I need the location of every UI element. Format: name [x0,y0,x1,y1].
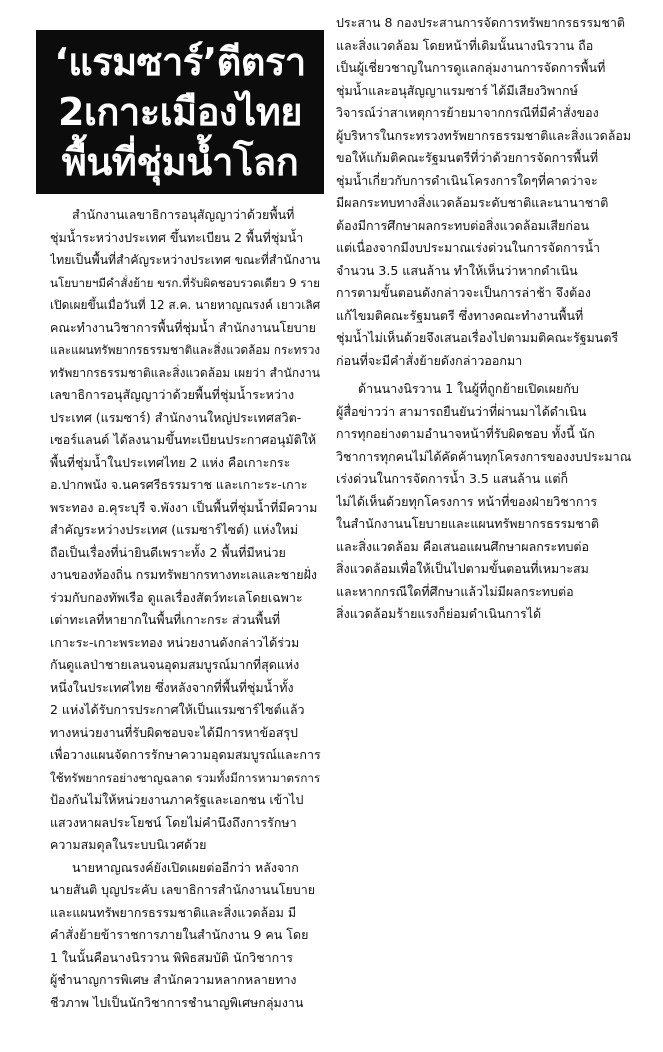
headline-line: พื้นที่ชุ่มน้ำโลก [61,140,299,184]
text-line: พื้นที่ชุ่มน้ำในประเทศไทย 2 แห่ง คือเกาะกระ [50,454,291,470]
paragraph [50,204,326,857]
text-line: ประเทศ (แรมซาร์) สำนักงานใหญ่ประเทศสวิต- [50,409,302,425]
text-line: นายหาญณรงค์ยังเปิดเผยต่ออีกว่า หลังจาก [72,859,299,875]
text-line: สำคัญระหว่างประเทศ (แรมซาร์ไซต์) แห่งใหม่ [50,522,299,537]
text-line: ชุ่มน้ำไม่เห็นด้วยจึงเสนอเรื่องไปตามมติคณะรัฐมนตรี [336,330,619,345]
text-line: ด้านนางนิรวาน 1 ในผู้ที่ถูกย้ายเปิดเผยกับ [358,381,579,396]
text-line: คำสั่งย้ายข้าราชการภายในสำนักงาน 9 คน โดย [50,927,309,942]
text-line: สิ่งแวดล้อมร้ายแรงก็ย่อมดำเนินการได้ [336,606,542,621]
paragraph [336,378,636,626]
text-line: ชุ่มน้ำและอนุสัญญาแรมซาร์ ได้มีเสียงวิพากษ์ [336,82,578,98]
right-column [336,12,636,626]
text-line: การทุกอย่างตามอำนาจหน้าที่รับผิดชอบ ทั้งนี้ นัก [336,426,595,441]
text-line: กันดูแลป่าชายเลนจนอุดมสมบูรณ์มากที่สุดแห่ง [50,657,300,672]
text-line: 1 ในนั้นคือนางนิรวาน พิพิธสมบัติ นักวิชาการ [50,949,293,965]
text-line: นโยบายฯมีคำสั่งย้าย ขรก.ที่รับผิดชอบรวดเดียว 9 ราย [50,275,320,290]
headline-box [36,30,324,194]
text-line: คณะทำงานวิชาการพื้นที่ชุ่มน้ำ สำนักงานนโยบาย [50,319,316,335]
text-line: เร่งด่วนในการจัดการน้ำ 3.5 แสนล้าน แต่ก็ [336,471,569,486]
text-line: มีผลกระทบทางสิ่งแวดล้อมระดับชาติและนานาชาติ [336,195,609,210]
text-line: ชีวภาพ ไปเป็นนักวิชาการชำนาญพิเศษกลุ่มงาน [50,994,304,1010]
text-line: ร่วมกับกองทัพเรือ ดูแลเรื่องสัตว์ทะเลโดยเฉพาะ [50,589,303,605]
text-line: ไม่ได้เห็นด้วยทุกโครงการ หน้าที่ของฝ่ายวิชาการ [336,493,598,509]
text-line: เกาะระ-เกาะพระทอง หน่วยงานดังกล่าวได้ร่วม [50,634,300,650]
text-line: อ.ปากพนัง จ.นครศรีธรรมราช และเกาะระ-เกาะ [50,477,308,492]
text-line: ในสำนักงานนโยบายและแผนทรัพยากรธรรมชาติ [336,516,600,531]
text-line: ประสาน 8 กองประสานการจัดการทรัพยากรธรรมชาติ [336,15,625,30]
text-line: ความสมดุลในระบบนิเวศด้วย [50,837,207,852]
text-line: ต้องมีการศึกษาผลกระทบต่อสิ่งแวดล้อมเสียก่อน [336,217,589,233]
text-line: แสวงหาผลประโยชน์ โดยไม่คำนึงถึงการรักษา [50,814,297,830]
text-line: เปิดเผยขึ้นเมื่อวันที่ 12 ส.ค. นายหาญณรงค์ เยาวเลิศ [50,298,321,312]
text-line: ชุ่มน้ำระหว่างประเทศ ขึ้นทะเบียน 2 พื้นที่ชุ่มน้ำ [50,229,304,245]
text-line: และหากกรณีใดที่ศึกษาแล้วไม่มีผลกระทบต่อ [336,583,574,599]
text-line: ทรัพยากรธรรมชาติและสิ่งแวดล้อม เผยว่า สำนักงาน [50,365,320,380]
text-line: พระทอง อ.คุระบุรี จ.พังงา เป็นพื้นที่ชุ่มน้ำที่มีความ [50,499,318,515]
text-line: สำนักงานเลขาธิการอนุสัญญาว่าด้วยพื้นที่ [72,207,295,222]
text-line: สิ่งแวดล้อมเพื่อให้เป็นไปตามขั้นตอนที่เหมาะสม [336,561,589,576]
text-line: งานของท้องถิ่น กรมทรัพยากรทางทะเลและชายฝั่ง [50,567,318,582]
text-line: และสิ่งแวดล้อม คือเสนอแผนศึกษาผลกระทบต่อ [336,538,590,554]
text-line: เพื่อวางแผนจัดการรักษาความอุดมสมบูรณ์และการ [50,747,321,762]
text-line: และสิ่งแวดล้อม โดยหน้าที่เดิมนั้นนางนิรวาน ถือ [336,37,594,53]
text-line: เซอร์แลนด์ ได้ลงนามขึ้นทะเบียนประกาศอนุมัติให้ [50,432,317,447]
headline-line: 2เกาะเมืองไทย [57,90,303,134]
text-line: ทางหน่วยงานที่รับผิดชอบจะได้มีการหาข้อสรุป [50,724,298,740]
text-line: นายสันติ บุญประคับ เลขาธิการสำนักงานนโยบาย [50,882,316,897]
text-line: วิชาการทุกคนไม่ได้คัดค้านทุกโครงการของงบประมาณ [336,448,632,464]
text-line: จำนวน 3.5 แสนล้าน ทำให้เห็นว่าหากดำเนิน [336,262,578,278]
text-line: แต่เนื่องจากมีงบประมาณเร่งด่วนในการจัดการน้ำ [336,240,601,255]
text-line: ผู้ชำนาญการพิเศษ สำนักความหลากหลายทาง [50,972,297,987]
text-line: ชุ่มน้ำเกี่ยวกับการดำเนินโครงการใดๆที่คาดว่าจะ [336,172,598,188]
text-line: ผู้สื่อข่าวว่า สามารถยืนยันว่าที่ผ่านมาได้ดำเนิน [336,403,587,419]
text-line: และแผนทรัพยากรธรรมชาติและสิ่งแวดล้อม กระทรวง [50,343,321,357]
text-line: ป้องกันไม่ให้หน่วยงานภาครัฐและเอกชน เข้าไป [50,792,304,807]
text-line: ผู้บริหารในกระทรวงทรัพยากรธรรมชาติและสิ่งแวดล้อม [336,127,632,143]
text-line: ไทยเป็นพื้นที่สำคัญระหว่างประเทศ ขณะที่สำนักงาน [50,253,321,267]
left-column [50,204,326,1014]
text-line: 2 แห่งได้รับการประกาศให้เป็นแรมซาร์ไซต์แล้ว [50,702,305,717]
headline-line: ‘แรมซาร์’ตีตรา [54,40,306,84]
text-line: ใช้ทรัพยากรอย่างชาญฉลาด รวมทั้งมีการหามาตรการ [50,770,321,785]
text-line: หนึ่งในประเทศไทย ซึ่งหลังจากที่พื้นที่ชุ่มน้ำทั้ง [50,679,294,695]
text-line: เต่าทะเลที่หายากในพื้นที่เกาะกระ ส่วนพื้นที่ [50,612,281,627]
text-line: การตามขั้นตอนดังกล่าวจะเป็นการล่าช้า จึงต้อง [336,285,591,300]
text-line: ก่อนที่จะมีคำสั่งย้ายดังกล่าวออกมา [336,352,523,368]
text-line: ถือเป็นเรื่องที่น่ายินดีเพราะทั้ง 2 พื้นที่มีหน่วย [50,544,286,560]
text-line: เลขาธิการอนุสัญญาว่าด้วยพื้นที่ชุ่มน้ำระหว่าง [50,387,295,402]
paragraph [50,857,326,1015]
paragraph [336,12,636,372]
text-line: แก้ไขมติคณะรัฐมนตรี ซึ่งทางคณะทำงานพื้นที่ [336,307,584,323]
text-line: วิจารณ์ว่าสาเหตุการย้ายมาจากกรณีที่มีคำสั่งของ [336,105,599,120]
text-line: และแผนทรัพยากรธรรมชาติและสิ่งแวดล้อม มี [50,904,297,920]
text-line: เป็นผู้เชี่ยวชาญในการดูแลกลุ่มงานการจัดการพื้นที่ [336,60,606,75]
text-line: ขอให้แก้มติคณะรัฐมนตรีที่ว่าด้วยการจัดการพื้นที่ [336,150,599,165]
